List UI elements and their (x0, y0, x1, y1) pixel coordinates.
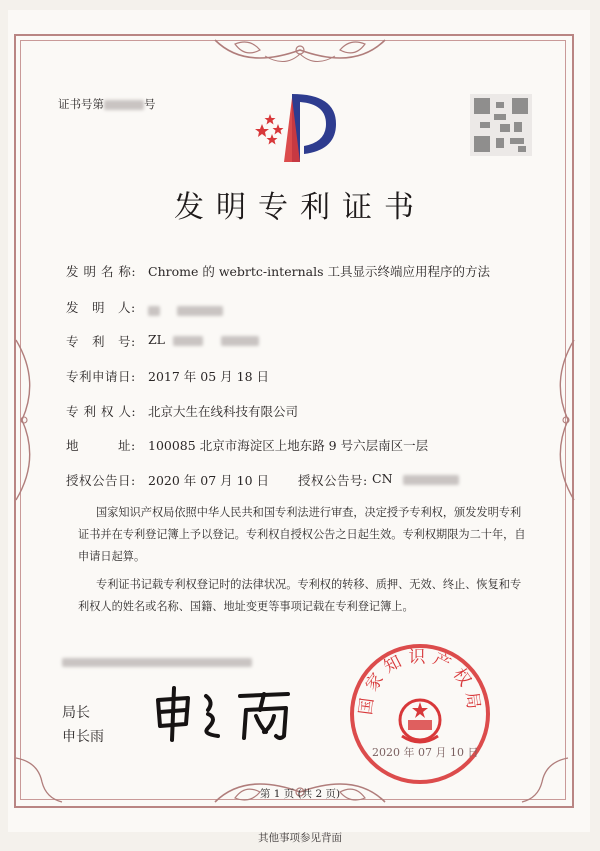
seal-text: 国家知识产权局 (356, 647, 484, 717)
legal-status-line-1: 专利证书记载专利权登记时的法律状况。专利权的转移、质押、无效、终止、恢复和专 (96, 578, 522, 591)
grant-date-value: 2020 年 07 月 10 日 (148, 473, 269, 488)
grant-date-label: 授权公告日: (66, 473, 136, 488)
director-name: 申长雨 (62, 729, 104, 745)
certificate-number-suffix: 号 (144, 97, 156, 111)
national-emblem-icon (400, 700, 440, 742)
certificate-number-label: 证书号第 (58, 97, 104, 111)
patentee-value: 北京大生在线科技有限公司 (148, 404, 299, 419)
address-value: 100085 北京市海淀区上地东路 9 号六层南区一层 (148, 438, 429, 453)
patentee-label: 专 利 权 人: (66, 404, 137, 419)
redacted-certificate-number (104, 100, 144, 110)
director-signature-icon (148, 684, 298, 744)
director-title: 局长 (62, 705, 90, 721)
left-ornament (12, 330, 42, 510)
grant-statement-line-1: 国家知识产权局依照中华人民共和国专利法进行审查，决定授予专利权，颁发发明专利 (96, 506, 522, 519)
patent-number-label: 专 利 号: (66, 334, 136, 349)
legal-status-paragraph (78, 574, 558, 618)
qr-code-icon (470, 94, 532, 156)
patent-number-prefix: ZL (148, 332, 165, 347)
application-date-label: 专利申请日: (66, 369, 136, 384)
back-side-note: 其他事项参见背面 (258, 832, 342, 844)
official-seal (346, 640, 494, 788)
certificate-number (58, 96, 156, 112)
top-ornament (205, 36, 395, 72)
inventor-label: 发 明 人: (66, 300, 136, 315)
application-date-value: 2017 年 05 月 18 日 (148, 369, 269, 384)
invention-name-label: 发 明 名 称: (66, 264, 137, 279)
redacted-line (62, 652, 252, 671)
address-label: 地 址: (66, 438, 136, 453)
legal-status-line-2: 利权人的姓名或名称、国籍、地址变更等事项记载在专利登记簿上。 (78, 600, 414, 613)
grant-statement-line-3: 申请日起算。 (78, 550, 146, 563)
grant-statement-line-2: 证书并在专利登记簿上予以登记。专利权自授权公告之日起生效。专利权期限为二十年，自 (78, 528, 526, 541)
seal-date: 2020 年 07 月 10 日 (372, 746, 479, 759)
certificate-title: 发明专利证书 (174, 190, 426, 225)
patent-number-value (148, 332, 259, 347)
redacted-inventor (148, 300, 223, 319)
grant-number-value (372, 471, 459, 486)
cnipa-logo-icon (248, 88, 344, 164)
grant-statement-paragraph (78, 502, 558, 568)
grant-number-prefix: CN (372, 471, 393, 486)
page-indicator: 第 1 页 (共 2 页) (259, 788, 341, 800)
grant-number-label: 授权公告号: (298, 473, 368, 488)
right-ornament (548, 330, 578, 510)
invention-name-value: Chrome 的 webrtc-internals 工具显示终端应用程序的方法 (148, 264, 490, 279)
